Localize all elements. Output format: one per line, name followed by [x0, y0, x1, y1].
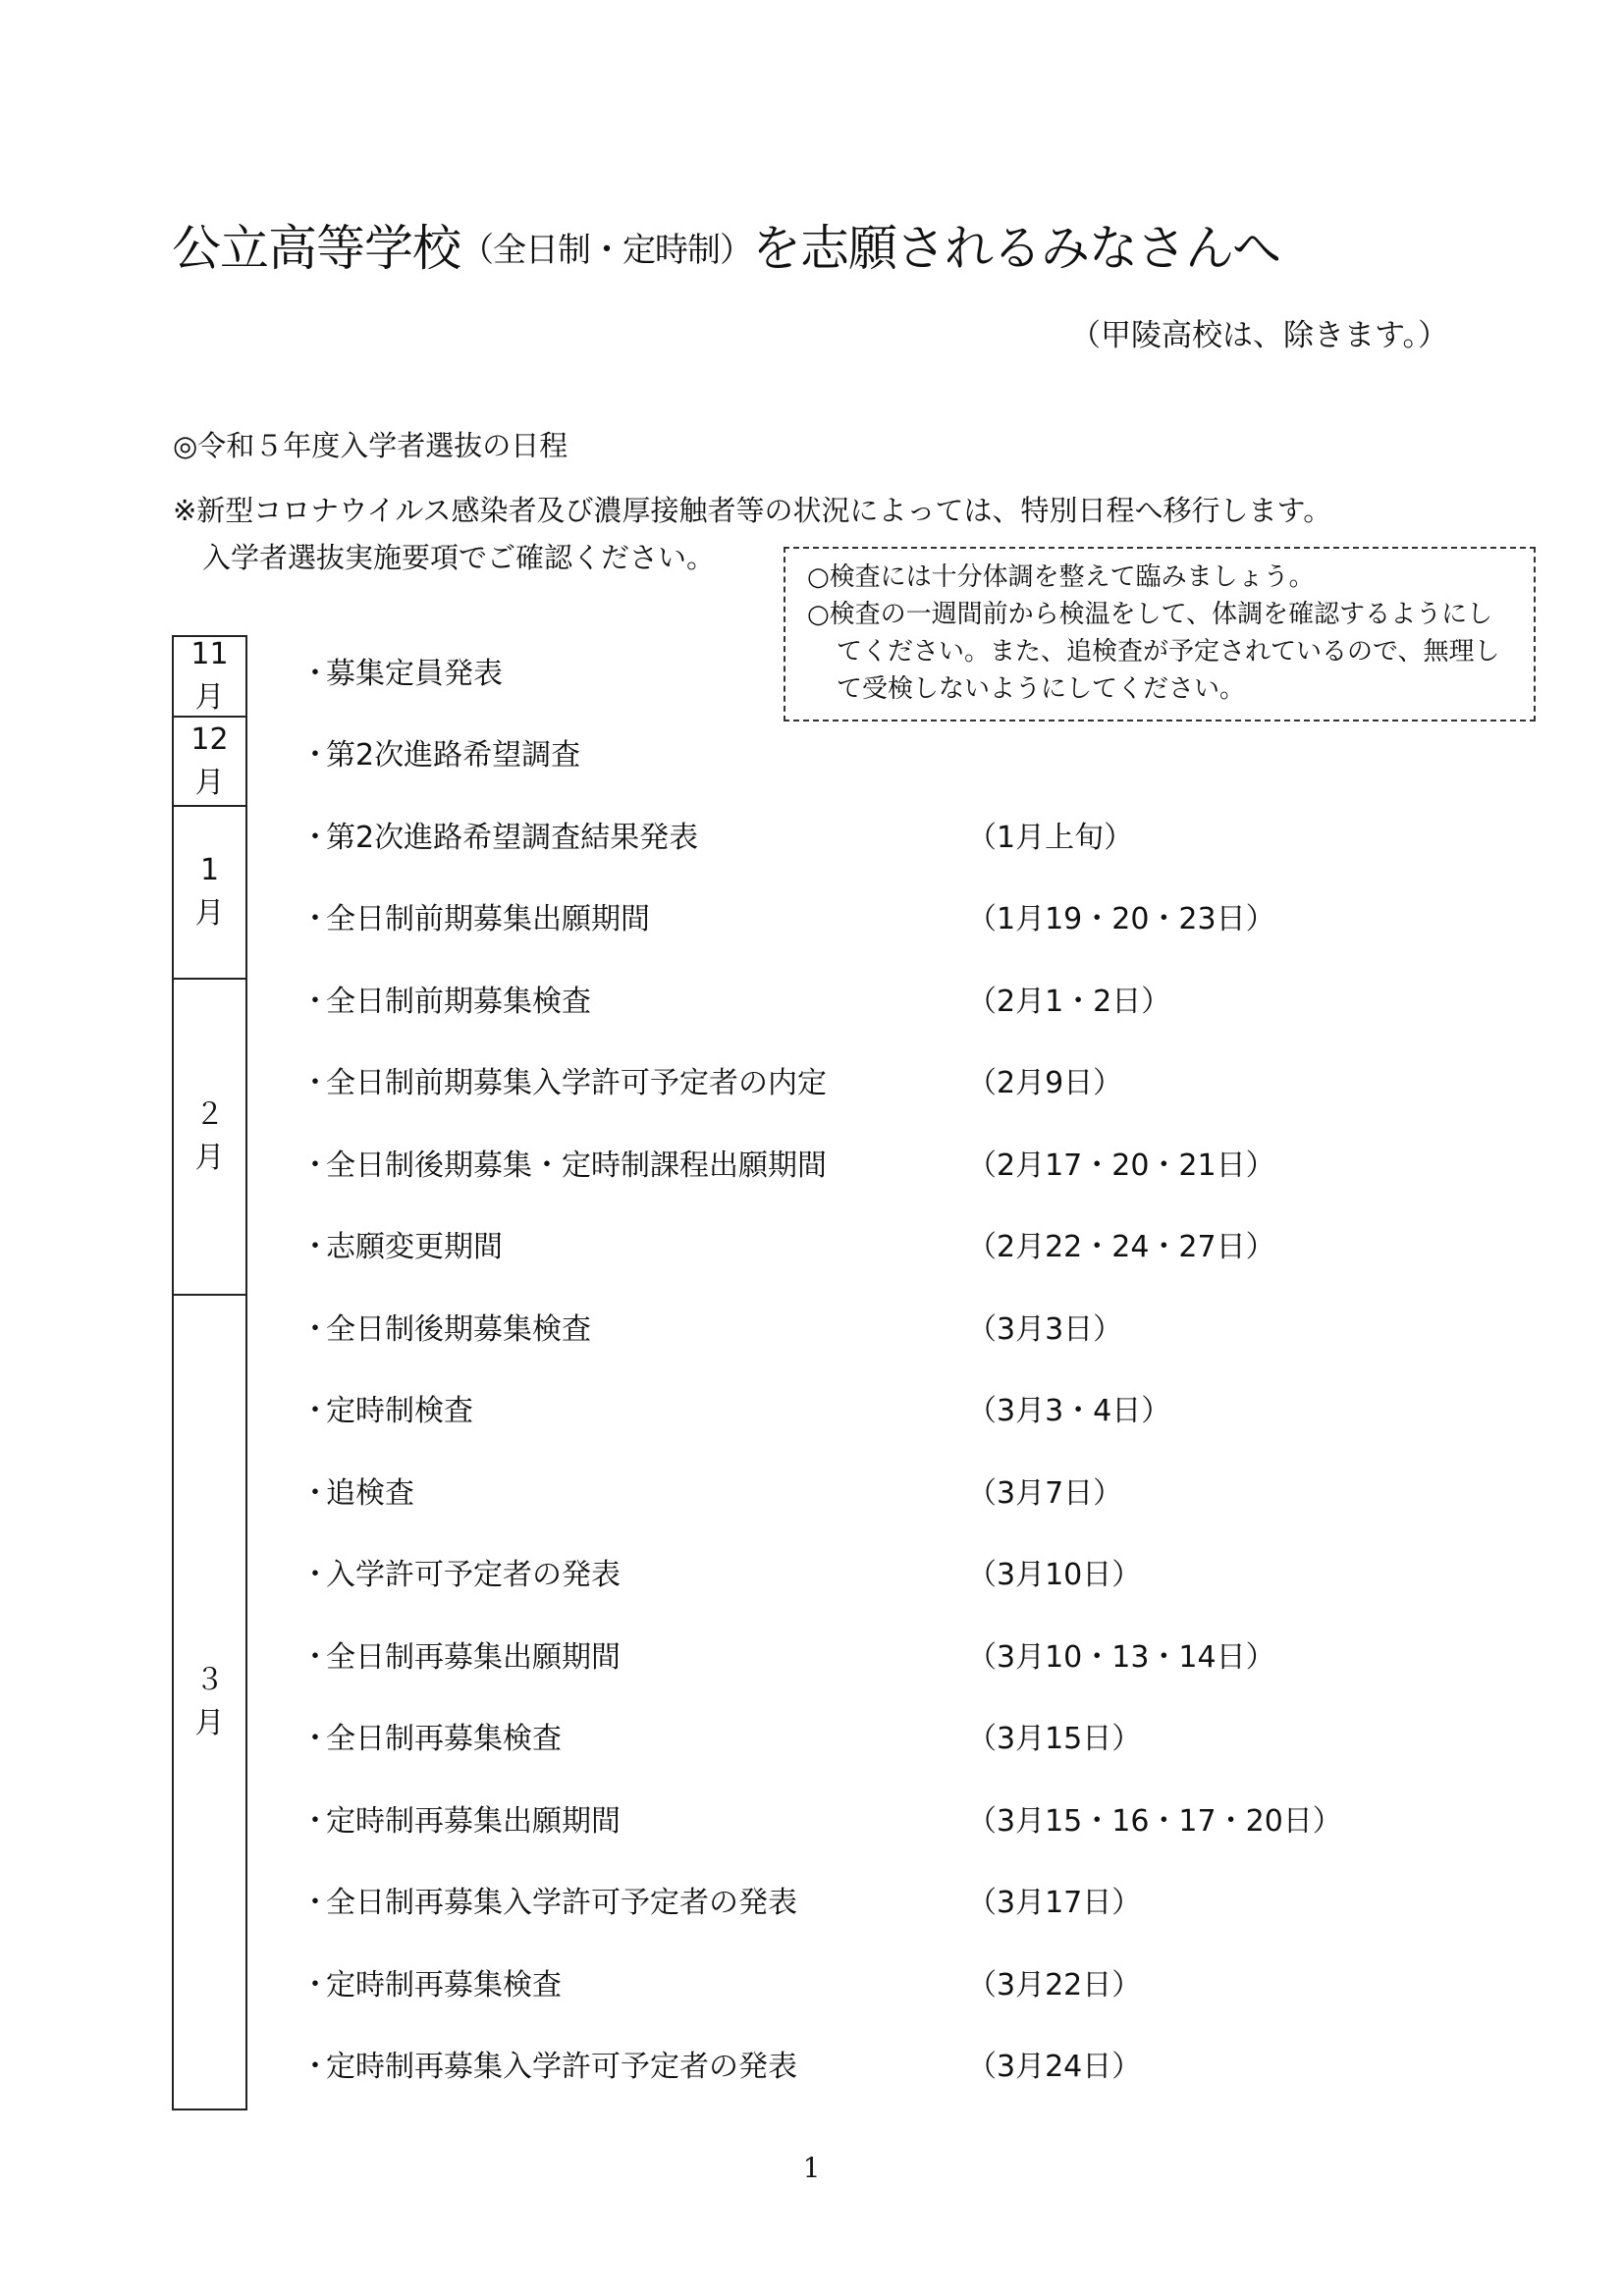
- schedule-item: [300, 1064, 827, 1103]
- schedule-event: 第2次進路希望調査結果発表: [326, 821, 699, 855]
- month-cell-jan: [172, 805, 247, 980]
- schedule-item: [300, 1310, 591, 1350]
- schedule-item: [300, 1884, 797, 1923]
- schedule-date: （3月7日）: [967, 1476, 1123, 1511]
- bullet: ・: [300, 657, 330, 691]
- bullet: ・: [300, 1804, 330, 1839]
- exclusion-note: （甲陵高校は、除きます。）: [1069, 318, 1448, 353]
- schedule-date: （3月15・16・17・20日）: [967, 1804, 1342, 1839]
- month-unit: 月: [194, 765, 225, 800]
- bullet: ・: [300, 1148, 330, 1183]
- schedule-item: [300, 900, 650, 939]
- schedule-date: （3月15日）: [967, 1722, 1142, 1756]
- health-advice-continuation: てください。また、追検査が予定されているので、無理し: [837, 637, 1500, 667]
- schedule-date: （3月10・13・14日）: [967, 1640, 1275, 1675]
- schedule-event: 全日制後期募集・定時制課程出願期間: [326, 1148, 827, 1183]
- month-cell-feb: [172, 978, 247, 1296]
- schedule-event: 定時制再募集入学許可予定者の発表: [326, 2050, 797, 2084]
- schedule-date: （3月24日）: [967, 2050, 1142, 2084]
- schedule-event: 全日制再募集入学許可予定者の発表: [326, 1886, 797, 1920]
- bullet: ・: [300, 1394, 330, 1428]
- bullet: ・: [300, 1722, 330, 1756]
- month-unit: 月: [194, 896, 225, 931]
- bullet: ・: [300, 1886, 330, 1920]
- health-advice-box: [784, 547, 1536, 721]
- schedule-item: [300, 1638, 621, 1678]
- schedule-date: （3月3・4日）: [967, 1394, 1171, 1428]
- bullet: ・: [300, 1230, 330, 1264]
- schedule-date: （1月19・20・23日）: [967, 902, 1275, 936]
- bullet: ・: [300, 1312, 330, 1347]
- schedule-event: 追検査: [326, 1476, 414, 1511]
- month-number: 11: [190, 637, 229, 671]
- schedule-item: [300, 1392, 473, 1431]
- month-cell-dec: [172, 716, 247, 807]
- page-number: 1: [802, 2152, 821, 2184]
- schedule-item: [300, 2048, 797, 2087]
- schedule-event: 定時制再募集出願期間: [326, 1804, 621, 1839]
- schedule-date: （3月22日）: [967, 1968, 1142, 2002]
- schedule-item: [300, 1720, 562, 1759]
- schedule-date: （1月上旬）: [967, 821, 1134, 855]
- schedule-event: 全日制前期募集出願期間: [326, 902, 650, 936]
- schedule-item: [300, 1556, 621, 1595]
- schedule-event: 全日制前期募集検査: [326, 985, 591, 1019]
- page-title: [172, 218, 1280, 281]
- schedule-item: [300, 1147, 827, 1186]
- bullet: ・: [300, 1558, 330, 1592]
- schedule-event: 定時制検査: [326, 1394, 473, 1428]
- title-paren: （全日制・定時制）: [460, 231, 752, 270]
- schedule-event: 全日制前期募集入学許可予定者の内定: [326, 1066, 827, 1100]
- schedule-event: 入学許可予定者の発表: [326, 1558, 621, 1592]
- schedule-event: 全日制後期募集検査: [326, 1312, 591, 1347]
- schedule-date: （3月17日）: [967, 1886, 1142, 1920]
- schedule-event: 募集定員発表: [326, 657, 503, 691]
- health-advice-continuation: て受検しないようにしてください。: [837, 674, 1246, 704]
- schedule-item: [300, 819, 698, 858]
- bullet: ・: [300, 1476, 330, 1511]
- month-unit: 月: [194, 1141, 225, 1175]
- health-advice-item: ○検査の一週間前から検温をして、体調を確認するようにし: [807, 600, 1493, 629]
- bullet: ・: [300, 902, 330, 936]
- schedule-item: [300, 983, 591, 1022]
- covid-notice-line-1: ※新型コロナウイルス感染者及び濃厚接触者等の状況によっては、特別日程へ移行します。: [173, 494, 1332, 527]
- bullet: ・: [300, 985, 330, 1019]
- bullet: ・: [300, 1066, 330, 1100]
- schedule-item: [300, 1228, 503, 1267]
- schedule-date: （2月22・24・27日）: [967, 1230, 1275, 1264]
- schedule-event: 志願変更期間: [326, 1230, 503, 1264]
- schedule-item: [300, 655, 503, 694]
- month-unit: 月: [194, 680, 225, 715]
- covid-notice-line-2: 入学者選抜実施要項でご確認ください。: [202, 541, 716, 574]
- schedule-date: （2月9日）: [967, 1066, 1123, 1100]
- bullet: ・: [300, 821, 330, 855]
- month-number: ３: [194, 1663, 225, 1697]
- schedule-date: （2月1・2日）: [967, 985, 1171, 1019]
- section-heading: ◎令和５年度入学者選抜の日程: [173, 429, 568, 462]
- bullet: ・: [300, 1968, 330, 2002]
- title-main: 公立高等学校: [172, 220, 460, 277]
- month-number: 1: [199, 853, 220, 887]
- schedule-item: [300, 1802, 621, 1842]
- month-cell-mar: [172, 1294, 247, 2110]
- schedule-date: （3月10日）: [967, 1558, 1142, 1592]
- schedule-date: （2月17・20・21日）: [967, 1148, 1275, 1183]
- schedule-date: （3月3日）: [967, 1312, 1123, 1347]
- schedule-event: 第2次進路希望調査: [326, 738, 581, 773]
- bullet: ・: [300, 738, 330, 773]
- month-cell-nov: [172, 635, 247, 718]
- schedule-event: 全日制再募集検査: [326, 1722, 562, 1756]
- schedule-event: 全日制再募集出願期間: [326, 1640, 621, 1675]
- schedule-item: [300, 736, 580, 775]
- bullet: ・: [300, 1640, 330, 1675]
- schedule-item: [300, 1474, 414, 1514]
- bullet: ・: [300, 2050, 330, 2084]
- schedule-item: [300, 1966, 562, 2005]
- month-number: 12: [190, 721, 229, 757]
- health-advice-item: ○検査には十分体調を整えて臨みましょう。: [807, 562, 1315, 592]
- month-unit: 月: [194, 1706, 225, 1740]
- title-tail: を志願されるみなさんへ: [752, 220, 1280, 277]
- schedule-event: 定時制再募集検査: [326, 1968, 562, 2002]
- month-number: ２: [194, 1097, 225, 1132]
